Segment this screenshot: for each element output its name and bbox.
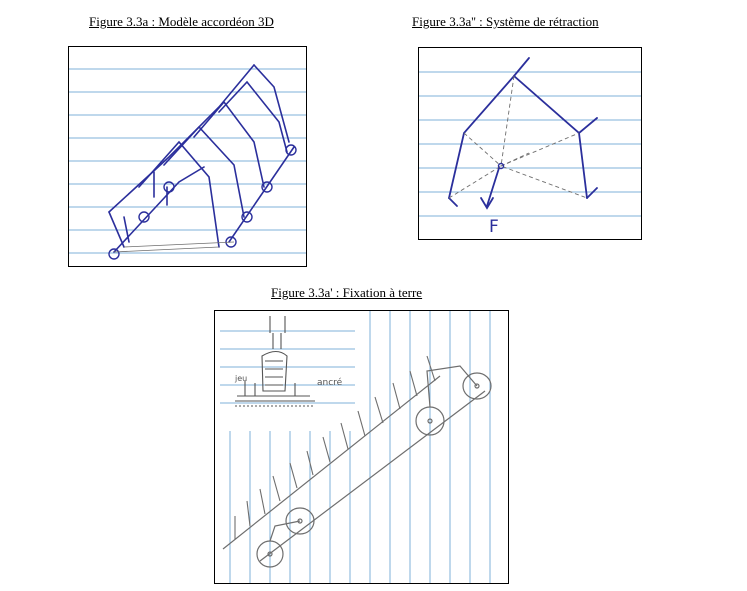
figure-3-caption: Figure 3.3a' : Fixation à terre xyxy=(271,285,423,300)
force-label: F xyxy=(489,217,499,237)
figure-2-frame xyxy=(418,47,642,240)
figure-1-caption: Figure 3.3a : Modèle accordéon 3D xyxy=(89,14,274,29)
ground-fixation-sketch xyxy=(215,311,508,583)
anchor-label: ancré xyxy=(317,378,343,388)
figure-1-frame xyxy=(68,46,307,267)
height-label: jeu xyxy=(235,374,248,383)
figure-3-frame xyxy=(214,310,509,584)
retraction-system-sketch xyxy=(419,48,641,239)
accordion-3d-sketch xyxy=(69,47,306,266)
figure-2-caption: Figure 3.3a'' : Système de rétraction xyxy=(412,14,599,29)
